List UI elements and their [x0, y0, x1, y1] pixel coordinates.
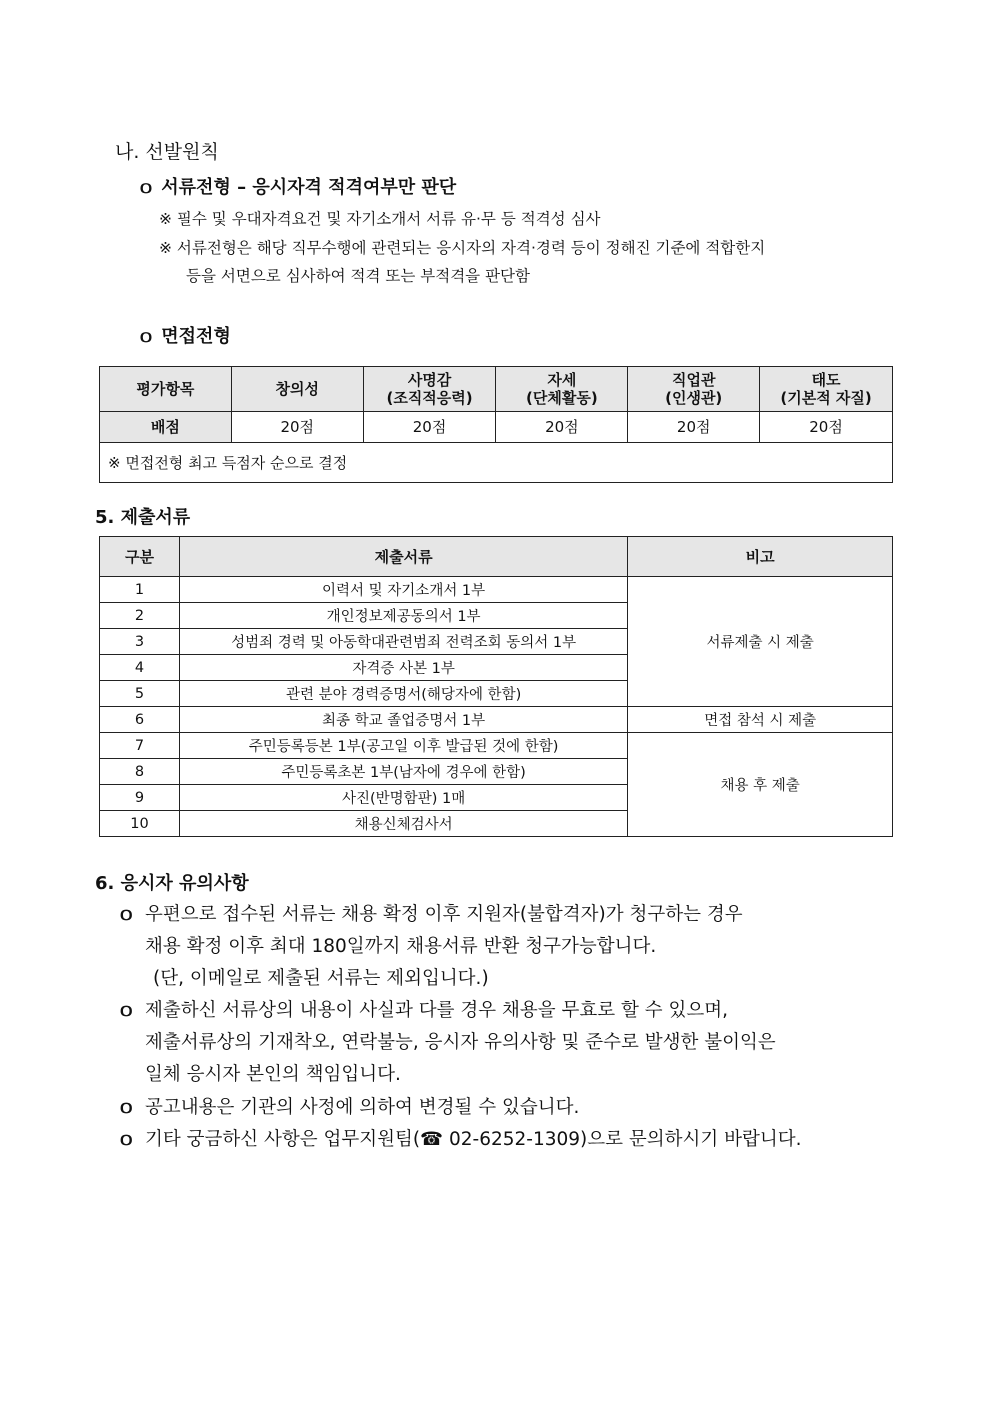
- column-header: 제출서류: [179, 537, 627, 577]
- screening-note: ※ 서류전형은 해당 직무수행에 관련되는 응시자의 자격·경력 등이 정해진 기준에 적합한지: [159, 239, 766, 257]
- interview-label: 면접전형: [161, 326, 231, 347]
- header-cell: 평가항목: [100, 367, 232, 412]
- table-row: [100, 412, 893, 443]
- criterion-cell: 사명감 (조직적응력): [363, 367, 496, 412]
- document-name: 사진(반명함판) 1매: [179, 785, 627, 811]
- row-number: 5: [100, 681, 180, 707]
- document-name: 주민등록등본 1부(공고일 이후 발급된 것에 한함): [179, 733, 627, 759]
- document-name: 이력서 및 자기소개서 1부: [179, 577, 627, 603]
- notice-line: 우편으로 접수된 서류는 채용 확정 이후 지원자(불합격자)가 청구하는 경우: [145, 904, 743, 925]
- document-name: 성범죄 경력 및 아동학대관련범죄 전력조회 동의서 1부: [179, 629, 627, 655]
- notice-section-title: 6. 응시자 유의사항: [95, 873, 249, 894]
- row-number: 1: [100, 577, 180, 603]
- table-row: [100, 443, 893, 483]
- bullet: ｏ: [137, 177, 155, 198]
- document-name: 자격증 사본 1부: [179, 655, 627, 681]
- notice-line: 제출서류상의 기재착오, 연락불능, 응시자 유의사항 및 준수로 발생한 불이익은: [145, 1032, 776, 1053]
- remark-cell: 면접 참석 시 제출: [628, 707, 893, 733]
- table-row: [100, 577, 893, 603]
- column-header: 구분: [100, 537, 180, 577]
- score-cell: 20점: [496, 412, 628, 443]
- documents-section-title: 5. 제출서류: [95, 507, 191, 528]
- criterion-cell: 태도 (기본적 자질): [760, 367, 893, 412]
- table-row: [100, 733, 893, 759]
- document-screening-label: 서류전형 – 응시자격 적격여부만 판단: [161, 177, 457, 198]
- row-number: 3: [100, 629, 180, 655]
- notice-line: 기타 궁금하신 사항은 업무지원팀(☎ 02-6252-1309)으로 문의하시기 바랍니다.: [145, 1129, 802, 1150]
- interview-title: [137, 322, 231, 348]
- row-number: 6: [100, 707, 180, 733]
- score-cell: 20점: [628, 412, 760, 443]
- document-name: 개인정보제공동의서 1부: [179, 603, 627, 629]
- notice-line: 채용 확정 이후 최대 180일까지 채용서류 반환 청구가능합니다.: [145, 936, 657, 957]
- bullet: ｏ: [137, 326, 155, 347]
- interview-note-cell: ※ 면접전형 최고 득점자 순으로 결정: [100, 443, 893, 483]
- column-header: 비고: [628, 537, 893, 577]
- row-number: 2: [100, 603, 180, 629]
- notice-line: 일체 응시자 본인의 책임입니다.: [145, 1064, 401, 1085]
- remark-cell: 채용 후 제출: [628, 733, 893, 837]
- row-number: 7: [100, 733, 180, 759]
- row-number: 10: [100, 811, 180, 837]
- bullet: ｏ: [117, 1097, 136, 1118]
- bullet: ｏ: [117, 904, 136, 925]
- criterion-cell: 자세 (단체활동): [496, 367, 628, 412]
- notice-line: 공고내용은 기관의 사정에 의하여 변경될 수 있습니다.: [145, 1097, 580, 1118]
- score-cell: 20점: [363, 412, 496, 443]
- bullet: ｏ: [117, 1000, 136, 1021]
- row-number: 4: [100, 655, 180, 681]
- notice-line: (단, 이메일로 제출된 서류는 제외입니다.): [153, 968, 489, 989]
- section-heading-selection: 나. 선발원칙: [115, 141, 219, 163]
- document-name: 주민등록초본 1부(남자에 경우에 한함): [179, 759, 627, 785]
- table-row: [100, 707, 893, 733]
- bullet: ｏ: [117, 1129, 136, 1150]
- document-screening-title: [137, 173, 456, 199]
- document-name: 최종 학교 졸업증명서 1부: [179, 707, 627, 733]
- row-number: 9: [100, 785, 180, 811]
- table-row: [100, 367, 893, 412]
- criterion-cell: 창의성: [231, 367, 363, 412]
- document-name: 관련 분야 경력증명서(해당자에 한함): [179, 681, 627, 707]
- criterion-cell: 직업관 (인생관): [628, 367, 760, 412]
- score-label-cell: 배점: [100, 412, 232, 443]
- interview-evaluation-table: [99, 366, 893, 483]
- screening-note: 등을 서면으로 심사하여 적격 또는 부적격을 판단함: [186, 267, 530, 285]
- score-cell: 20점: [231, 412, 363, 443]
- screening-note: ※ 필수 및 우대자격요건 및 자기소개서 서류 유·무 등 적격성 심사: [159, 210, 601, 228]
- notice-line: 제출하신 서류상의 내용이 사실과 다를 경우 채용을 무효로 할 수 있으며,: [145, 1000, 728, 1021]
- table-header-row: [100, 537, 893, 577]
- documents-table: [99, 536, 893, 837]
- score-cell: 20점: [760, 412, 893, 443]
- row-number: 8: [100, 759, 180, 785]
- document-name: 채용신체검사서: [179, 811, 627, 837]
- remark-cell: 서류제출 시 제출: [628, 577, 893, 707]
